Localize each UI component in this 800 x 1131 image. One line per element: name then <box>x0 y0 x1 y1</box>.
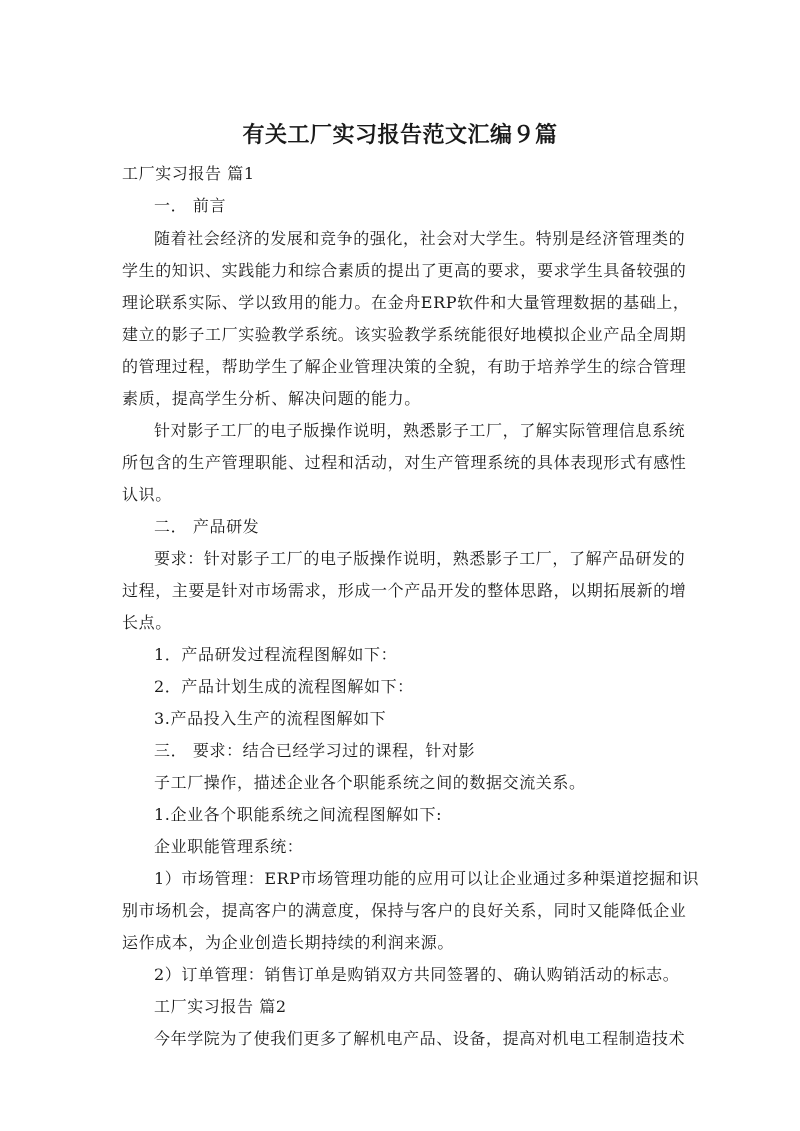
paragraph-line: 2）订单管理：销售订单是购销双方共同签署的、确认购销活动的标志。 <box>154 965 680 984</box>
paragraph-line: 针对影子工厂的电子版操作说明，熟悉影子工厂，了解实际管理信息系统 <box>154 421 686 440</box>
paragraph-line: 今年学院为了使我们更多了解机电产品、设备，提高对机电工程制造技术 <box>154 1029 686 1048</box>
subheading-preface: 一． 前言 <box>154 196 227 215</box>
paragraph-line: 学生的知识、实践能力和综合素质的提出了更高的要求，要求学生具备较强的 <box>122 261 687 280</box>
list-item: 3.产品投入生产的流程图解如下 <box>154 709 387 728</box>
subheading-product-rd: 二． 产品研发 <box>154 517 260 536</box>
document-title: 有关工厂实习报告范文汇编９篇 <box>242 123 558 148</box>
paragraph-line: 的管理过程，帮助学生了解企业管理决策的全貌，有助于培养学生的综合管理 <box>122 357 687 376</box>
paragraph-line: 长点。 <box>122 613 172 632</box>
subheading-requirements: 三． 要求：结合已经学习过的课程，针对影 <box>154 741 476 760</box>
paragraph-line: 建立的影子工厂实验教学系统。该实验教学系统能很好地模拟企业产品全周期 <box>122 325 687 344</box>
paragraph-line: 所包含的生产管理职能、过程和活动，对生产管理系统的具体表现形式有感性 <box>122 453 687 472</box>
list-item: 2．产品计划生成的流程图解如下： <box>154 677 414 696</box>
paragraph-line: 认识。 <box>122 485 172 504</box>
section-heading-2: 工厂实习报告 篇2 <box>154 997 287 1016</box>
paragraph-line: 企业职能管理系统： <box>154 837 304 856</box>
paragraph-line: 随着社会经济的发展和竞争的强化，社会对大学生。特别是经济管理类的 <box>154 229 686 248</box>
paragraph-line: 过程，主要是针对市场需求，形成一个产品开发的整体思路，以期拓展新的增 <box>122 581 687 600</box>
paragraph-line: 要求：针对影子工厂的电子版操作说明，熟悉影子工厂，了解产品研发的 <box>154 549 686 568</box>
list-item: 1．产品研发过程流程图解如下： <box>154 645 398 664</box>
list-item: 1.企业各个职能系统之间流程图解如下: <box>154 805 443 824</box>
paragraph-line: 子工厂操作，描述企业各个职能系统之间的数据交流关系。 <box>154 773 586 792</box>
paragraph-line: 1）市场管理：ERP市场管理功能的应用可以让企业通过多种渠道挖掘和识 <box>154 869 700 888</box>
paragraph-line: 别市场机会，提高客户的满意度，保持与客户的良好关系，同时又能降低企业 <box>122 901 687 920</box>
paragraph-line: 运作成本，为企业创造长期持续的利润来源。 <box>122 933 455 952</box>
section-heading-1: 工厂实习报告 篇1 <box>122 164 255 183</box>
paragraph-line: 素质，提高学生分析、解决问题的能力。 <box>122 389 421 408</box>
paragraph-line: 理论联系实际、学以致用的能力。在金舟ERP软件和大量管理数据的基础上， <box>122 293 690 312</box>
